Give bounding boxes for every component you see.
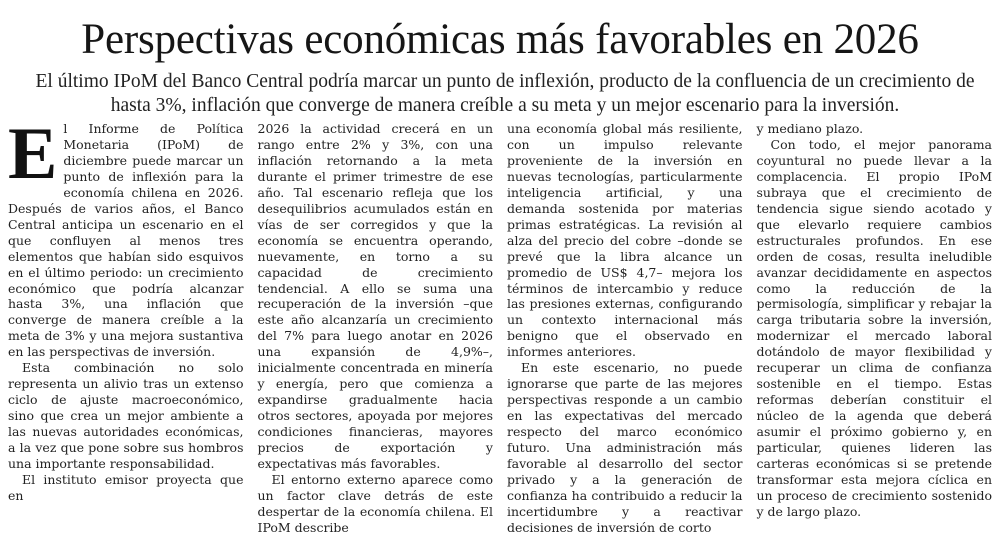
column-1	[8, 113, 244, 503]
paragraph: Con todo, el mejor panorama coyuntural no puede llevar a la complacencia. El propio IPoM subraya que el crecimiento de tendencia sigue siendo acotado y que elevarlo requiere cambios estructurales profundos. En ese orden de cosas, resulta ineludible avanzar decididamente en aspectos como la reducción de la permisología, simplificar y rebajar la carga tributaria sobre la inversión, modernizar el mercado laboral dotándolo de mayor flexibilidad y recuperar un clima de confianza sostenible en el tiempo. Estas reformas deberían constituir el núcleo de la agenda que deberá asumir el próximo gobierno y, en particular, quienes lideren las carteras económicas si se pretende transformar esta mejora cíclica en un proceso de crecimiento sostenido y de largo plazo.	[756, 136, 992, 519]
headline: Perspectivas económicas más favorables en 2026	[81, 16, 919, 63]
column-3	[507, 121, 743, 535]
paragraph: El instituto emisor proyecta que en	[8, 471, 244, 503]
article-body	[8, 113, 992, 535]
deck-subtitle: El último IPoM del Banco Central podría marcar un punto de inflexión, producto de la confluencia de un crecimiento de hasta 3%, inflación que converge de manera creíble a su meta y un mejor escenario para la inversión.	[35, 71, 975, 116]
paragraph: l Informe de Política Monetaria (IPoM) de diciembre puede marcar un punto de inflexión para la economía chilena en 2026. Después de varios años, el Banco Central anticipa un escenario en el que confluyen al menos tres elementos que habían sido esquivos en el último periodo: un crecimiento económico que podría alcanzar hasta 3%, una inflación que converge de manera creíble a la meta de 3% y una mejora sustantiva en las perspectivas de inversión.	[8, 121, 244, 360]
paragraph: 2026 la actividad crecerá en un rango entre 2% y 3%, con una inflación retornando a la meta durante el primer trimestre de ese año. Tal escenario refleja que los desequilibrios acumulados están en vías de ser corregidos y que la economía se encuentra operando, nuevamente, en torno a su capacidad de crecimiento tendencial. A ello se suma una recuperación de la inversión –que este año alcanzaría un crecimiento del 7% para luego anotar en 2026 una expansión de 4,9%–, inicialmente concentrada en minería y energía, pero que comienza a expandirse gradualmente hacia otros sectores, apoyada por mejores condiciones financieras, mayores precios de exportación y expectativas más favorables.	[257, 121, 493, 472]
paragraph: y mediano plazo.	[756, 121, 864, 136]
column-2	[257, 121, 494, 535]
paragraph: El entorno externo aparece como un factor clave detrás de este despertar de la economía chilena. El IPoM describe	[257, 471, 493, 535]
paragraph: En este escenario, no puede ignorarse que parte de las mejores perspectivas responde a un cambio en las expectativas del mercado respecto del marco económico futuro. Una administración más favorable al desarrollo del sector privado y a la generación de confianza ha contribuido a reducir la incertidumbre y a reactivar decisiones de inversión de corto	[507, 360, 743, 535]
paragraph: una economía global más resiliente, con un impulso relevante proveniente de la inversión en nuevas tecnologías, particularmente inteligencia artificial, y una demanda sostenida por materias primas estratégicas. La revisión al alza del precio del cobre –donde se prevé que la libra alcance un promedio de US$ 4,7– mejora los términos de intercambio y reduce las presiones externas, configurando un contexto internacional más benigno que el observado en informes anteriores.	[507, 121, 743, 360]
column-4	[756, 121, 993, 519]
drop-cap: E	[8, 113, 58, 195]
paragraph: Esta combinación no solo representa un alivio tras un extenso ciclo de ajuste macroeconómico, sino que crea un mejor ambiente a las nuevas autoridades económicas, a la vez que pone sobre sus hombros una importante responsabilidad.	[8, 360, 244, 472]
